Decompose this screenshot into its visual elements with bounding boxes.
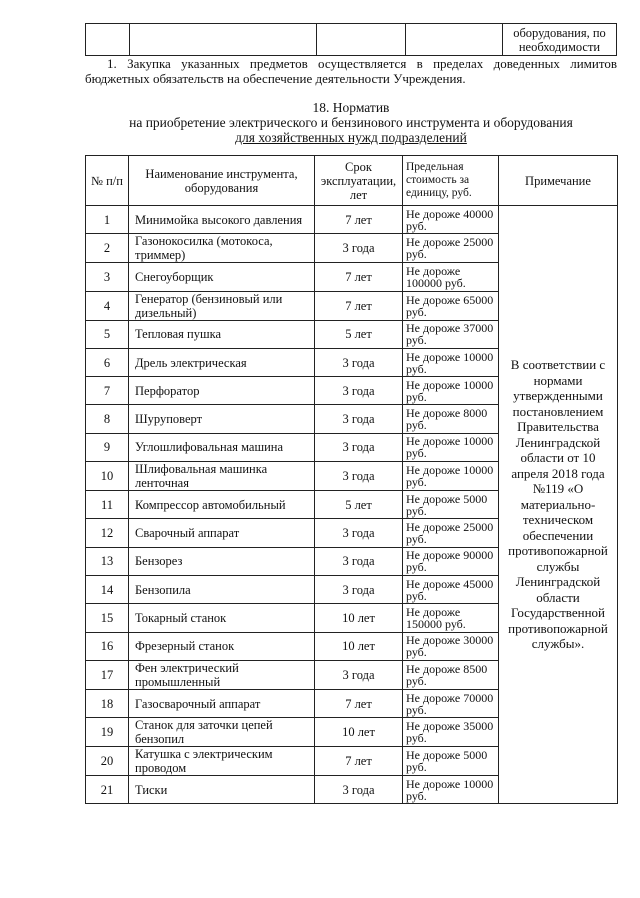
row-price: Не дороже 10000 руб. xyxy=(403,348,499,376)
row-price: Не дороже 30000 руб. xyxy=(403,632,499,660)
row-price: Не дороже 100000 руб. xyxy=(403,263,499,291)
row-number: 20 xyxy=(86,747,129,776)
row-price: Не дороже 25000 руб. xyxy=(403,519,499,547)
row-term: 7 лет xyxy=(315,206,403,234)
section-heading xyxy=(85,100,617,145)
row-number: 19 xyxy=(86,718,129,747)
row-price: Не дороже 10000 руб. xyxy=(403,462,499,491)
row-number: 13 xyxy=(86,547,129,575)
fragment-cell xyxy=(317,24,406,56)
row-number: 1 xyxy=(86,206,129,234)
row-name: Бензорез xyxy=(129,547,315,575)
procurement-note-text: 1. Закупка указанных предметов осуществляется в пределах доведенных лимитов бюджетных обязательств на обеспечение деятельности Учреждения. xyxy=(85,56,617,86)
row-term: 3 года xyxy=(315,660,403,689)
row-price: Не дороже 10000 руб. xyxy=(403,377,499,405)
row-term: 3 года xyxy=(315,377,403,405)
row-number: 21 xyxy=(86,776,129,804)
row-price: Не дороже 150000 руб. xyxy=(403,604,499,632)
row-number: 5 xyxy=(86,320,129,348)
row-name: Снегоуборщик xyxy=(129,263,315,291)
row-price: Не дороже 40000 руб. xyxy=(403,206,499,234)
row-name: Дрель электрическая xyxy=(129,348,315,376)
header-remark: Примечание xyxy=(499,156,618,206)
row-term: 7 лет xyxy=(315,689,403,717)
row-number: 8 xyxy=(86,405,129,433)
procurement-note xyxy=(85,56,617,86)
row-name: Шлифовальная машинка ленточная xyxy=(129,462,315,491)
row-term: 3 года xyxy=(315,405,403,433)
row-price: Не дороже 70000 руб. xyxy=(403,689,499,717)
row-name: Шуруповерт xyxy=(129,405,315,433)
row-term: 3 года xyxy=(315,462,403,491)
row-term: 3 года xyxy=(315,776,403,804)
row-term: 5 лет xyxy=(315,320,403,348)
row-number: 6 xyxy=(86,348,129,376)
fragment-cell xyxy=(86,24,130,56)
header-num: № п/п xyxy=(86,156,129,206)
row-term: 3 года xyxy=(315,348,403,376)
row-number: 9 xyxy=(86,433,129,461)
row-name: Сварочный аппарат xyxy=(129,519,315,547)
row-number: 10 xyxy=(86,462,129,491)
row-term: 3 года xyxy=(315,575,403,603)
row-name: Углошлифовальная машина xyxy=(129,433,315,461)
row-number: 11 xyxy=(86,491,129,519)
row-term: 10 лет xyxy=(315,604,403,632)
row-term: 7 лет xyxy=(315,291,403,320)
table-row xyxy=(86,206,618,234)
row-price: Не дороже 37000 руб. xyxy=(403,320,499,348)
row-price: Не дороже 65000 руб. xyxy=(403,291,499,320)
row-name: Компрессор автомобильный xyxy=(129,491,315,519)
header-name: Наименование инструмента, оборудования xyxy=(129,156,315,206)
row-price: Не дороже 25000 руб. xyxy=(403,234,499,263)
row-name: Перфоратор xyxy=(129,377,315,405)
row-number: 14 xyxy=(86,575,129,603)
heading-number: 18. Норматив xyxy=(312,100,390,115)
row-price: Не дороже 10000 руб. xyxy=(403,433,499,461)
row-term: 3 года xyxy=(315,547,403,575)
row-term: 3 года xyxy=(315,234,403,263)
row-price: Не дороже 8000 руб. xyxy=(403,405,499,433)
row-number: 3 xyxy=(86,263,129,291)
row-name: Катушка с электрическим проводом xyxy=(129,747,315,776)
row-name: Бензопила xyxy=(129,575,315,603)
table-header-row xyxy=(86,156,618,206)
row-name: Токарный станок xyxy=(129,604,315,632)
row-price: Не дороже 35000 руб. xyxy=(403,718,499,747)
fragment-last-cell: оборудования, по необходимости xyxy=(503,24,617,56)
row-name: Тиски xyxy=(129,776,315,804)
row-name: Фен электрический промышленный xyxy=(129,660,315,689)
row-term: 7 лет xyxy=(315,263,403,291)
header-price: Предельная стоимость за единицу, руб. xyxy=(403,156,499,206)
row-number: 17 xyxy=(86,660,129,689)
row-number: 4 xyxy=(86,291,129,320)
row-term: 10 лет xyxy=(315,632,403,660)
row-name: Минимойка высокого давления xyxy=(129,206,315,234)
row-price: Не дороже 5000 руб. xyxy=(403,747,499,776)
row-term: 3 года xyxy=(315,519,403,547)
fragment-cell xyxy=(130,24,317,56)
row-term: 7 лет xyxy=(315,747,403,776)
row-term: 3 года xyxy=(315,433,403,461)
row-number: 18 xyxy=(86,689,129,717)
row-name: Газонокосилка (мотокоса, триммер) xyxy=(129,234,315,263)
row-number: 7 xyxy=(86,377,129,405)
row-term: 10 лет xyxy=(315,718,403,747)
remark-cell: В соответствии с нормами утвержденными постановлением Правительства Ленинградской области от 10 апреля 2018 года №119 «О материально-техническом обеспечении противопожарной службы Ленинградской области Государственной противопожарной службы». xyxy=(499,206,618,804)
row-name: Газосварочный аппарат xyxy=(129,689,315,717)
header-term: Срок эксплуатации, лет xyxy=(315,156,403,206)
previous-table-fragment xyxy=(85,23,617,56)
row-name: Тепловая пушка xyxy=(129,320,315,348)
row-number: 12 xyxy=(86,519,129,547)
row-price: Не дороже 90000 руб. xyxy=(403,547,499,575)
row-price: Не дороже 10000 руб. xyxy=(403,776,499,804)
fragment-cell xyxy=(406,24,503,56)
row-name: Фрезерный станок xyxy=(129,632,315,660)
row-number: 2 xyxy=(86,234,129,263)
row-term: 5 лет xyxy=(315,491,403,519)
row-price: Не дороже 5000 руб. xyxy=(403,491,499,519)
row-price: Не дороже 45000 руб. xyxy=(403,575,499,603)
row-number: 16 xyxy=(86,632,129,660)
row-name: Станок для заточки цепей бензопил xyxy=(129,718,315,747)
row-name: Генератор (бензиновый или дизельный) xyxy=(129,291,315,320)
heading-line-3: для хозяйственных нужд подразделений xyxy=(235,130,467,145)
row-price: Не дороже 8500 руб. xyxy=(403,660,499,689)
heading-line-2: на приобретение электрического и бензинового инструмента и оборудования xyxy=(129,115,573,130)
tools-norms-table xyxy=(85,155,618,804)
row-number: 15 xyxy=(86,604,129,632)
